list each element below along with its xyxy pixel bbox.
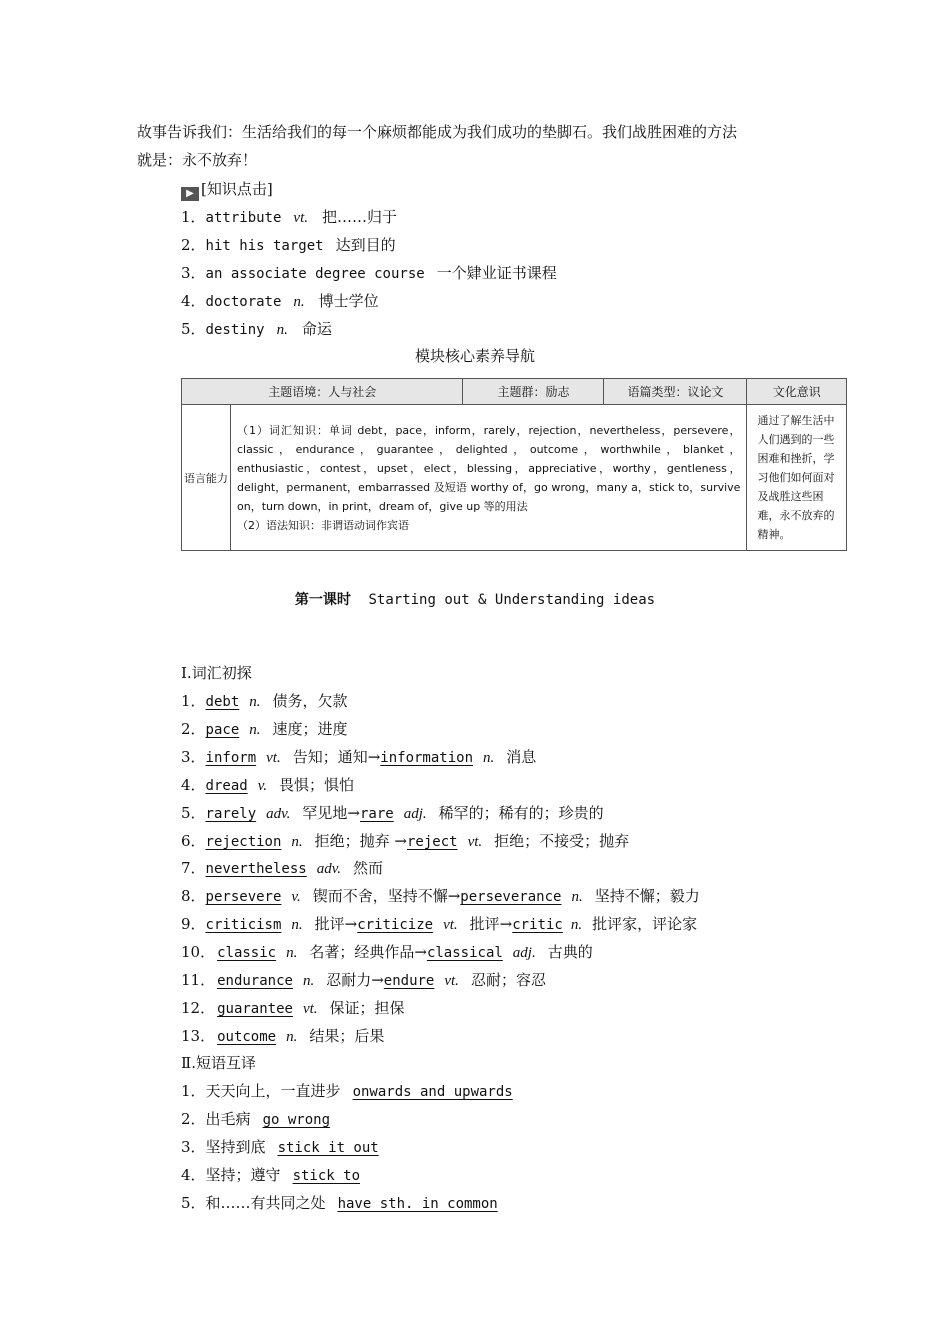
language-ability-cell <box>231 405 747 551</box>
derived-word: information <box>380 749 473 766</box>
knowledge-item <box>181 234 396 257</box>
intro-line-2: 就是：永不放弃！ <box>137 151 258 169</box>
part-of-speech: n. <box>249 721 261 738</box>
vocab-word: persevere <box>205 889 282 906</box>
item-number: 4． <box>181 1166 206 1184</box>
part-of-speech: n. <box>249 694 261 710</box>
play-icon: ▶ <box>181 187 199 201</box>
vocab-item <box>181 718 348 741</box>
table-row <box>182 405 847 551</box>
meaning: 忍耐；容忍 <box>470 971 546 989</box>
meaning: 忍耐力→ <box>326 971 384 989</box>
intro-paragraph <box>137 118 827 174</box>
item-number: 5． <box>181 803 206 822</box>
item-number: 5． <box>181 320 206 338</box>
item-number: 11． <box>181 971 216 989</box>
item-number: 6． <box>181 831 206 850</box>
lesson-title-cn: 第一课时 <box>294 592 351 608</box>
item-number: 1． <box>181 208 206 226</box>
knowledge-header <box>181 178 273 201</box>
vocab-header: Ⅰ.词汇初探 <box>181 664 252 682</box>
vocab-item <box>181 885 700 908</box>
meaning: 批评→ <box>469 915 513 934</box>
item-number: 4． <box>181 292 206 310</box>
meaning: 拒绝；抛弃 → <box>314 831 407 850</box>
vocab-word: outcome <box>217 1028 277 1045</box>
vocab-word: endurance <box>217 973 293 989</box>
part-of-speech: n. <box>302 973 315 989</box>
item-number: 10． <box>181 943 216 962</box>
phrase-chinese: 出毛病 <box>205 1110 251 1128</box>
item-number: 3． <box>181 747 206 766</box>
derived-word: rare <box>360 805 394 822</box>
vocab-word: inform <box>205 749 257 766</box>
item-number: 12． <box>181 998 216 1017</box>
part-of-speech: adj. <box>512 945 536 962</box>
header-culture: 文化意识 <box>747 379 847 405</box>
item-number: 1． <box>181 692 206 710</box>
part-of-speech: n. <box>286 945 298 962</box>
core-literacy-table <box>181 378 847 551</box>
phrase-chinese: 坚持；遵守 <box>205 1166 281 1184</box>
part-of-speech: n. <box>483 749 495 766</box>
intro-line-1: 故事告诉我们：生活给我们的每一个麻烦都能成为我们成功的垫脚石。我们战胜困难的方法 <box>137 123 738 141</box>
meaning: 名著；经典作品→ <box>309 943 427 962</box>
term: destiny <box>205 322 265 338</box>
meaning: 拒绝；不接受；抛弃 <box>494 831 630 850</box>
part-of-speech: n. <box>291 833 303 850</box>
part-of-speech: adv. <box>266 805 291 822</box>
vocab-item <box>181 802 604 825</box>
vocab-item <box>181 746 536 769</box>
part-of-speech: vt. <box>443 917 458 934</box>
derived-word: criticize <box>357 917 434 934</box>
part-of-speech: n. <box>291 917 303 934</box>
meaning: 畏惧；惧怕 <box>279 775 355 794</box>
vocab-knowledge-text: （1）词汇知识：单词 debt，pace，inform，rarely，rejection，nevertheless，persevere，classic，endurance，guarantee，delighted，outcome，worthwhile，blanket，enthusiastic，contest，upset，elect，blessing，appreciative，worthy，gentleness，delight，permanent，embarrassed 及短语 worthy of，go wrong，many a，stick to，survive on，turn down，in print，dream of，give up 等的用法 <box>237 423 741 513</box>
part-of-speech: vt. <box>467 833 483 850</box>
lesson-title <box>0 589 950 609</box>
vocab-item <box>181 830 629 853</box>
vocab-item <box>181 913 697 936</box>
knowledge-header-label: [知识点击] <box>201 180 273 198</box>
part-of-speech: n. <box>570 917 583 934</box>
vocab-item <box>181 941 593 964</box>
vocab-word: classic <box>217 945 277 962</box>
item-number: 2． <box>181 236 206 254</box>
meaning: 把……归于 <box>321 208 397 226</box>
header-context: 主题语境：人与社会 <box>182 379 463 405</box>
vocab-item <box>181 997 405 1020</box>
item-number: 13． <box>181 1026 216 1045</box>
part-of-speech: n. <box>571 889 583 906</box>
phrase-item <box>181 1080 513 1103</box>
culture-cell: 通过了解生活中人们遇到的一些困难和挫折，学习他们如何面对及战胜这些困难，永不放弃的精神。 <box>747 405 847 551</box>
meaning: 锲而不舍，坚持不懈→ <box>312 887 461 906</box>
part-of-speech: adj. <box>403 805 427 822</box>
header-text-type: 语篇类型：议论文 <box>604 379 747 405</box>
part-of-speech: adv. <box>316 861 341 878</box>
part-of-speech: n. <box>293 294 305 310</box>
meaning: 告知；通知→ <box>292 747 381 766</box>
vocab-item <box>181 1025 384 1048</box>
part-of-speech: vt. <box>293 210 308 226</box>
part-of-speech: vt. <box>302 1000 318 1017</box>
vocab-word: guarantee <box>217 1000 293 1017</box>
row-label-language: 语言能力 <box>182 405 231 551</box>
vocab-word: nevertheless <box>205 861 307 878</box>
vocab-item <box>181 690 348 713</box>
item-number: 8． <box>181 887 206 906</box>
meaning: 债务，欠款 <box>272 692 348 710</box>
part-of-speech: n. <box>286 1028 298 1045</box>
meaning: 批评家，评论家 <box>592 915 698 934</box>
header-theme-group: 主题群：励志 <box>463 379 604 405</box>
knowledge-item <box>181 318 332 341</box>
phrase-english: stick it out <box>277 1140 379 1156</box>
item-number: 2． <box>181 1110 206 1128</box>
phrase-english: have sth. in common <box>337 1196 498 1212</box>
meaning: 达到目的 <box>335 236 396 254</box>
item-number: 4． <box>181 775 206 794</box>
meaning: 稀罕的；稀有的；珍贵的 <box>438 803 604 822</box>
vocab-word: rarely <box>205 805 257 822</box>
vocab-word: debt <box>205 694 240 710</box>
phrase-chinese: 和……有共同之处 <box>205 1194 326 1212</box>
table-header-row <box>182 379 847 405</box>
module-title: 模块核心素养导航 <box>414 347 535 365</box>
meaning: 古典的 <box>547 943 593 962</box>
meaning: 结果；后果 <box>309 1026 385 1045</box>
item-number: 2． <box>181 719 206 738</box>
item-number: 3． <box>181 264 206 282</box>
meaning: 罕见地→ <box>302 803 360 822</box>
term: hit his target <box>205 238 324 254</box>
vocab-word: pace <box>205 721 240 738</box>
meaning: 坚持不懈；毅力 <box>594 887 700 906</box>
item-number: 3． <box>181 1138 206 1156</box>
phrase-chinese: 坚持到底 <box>205 1138 266 1156</box>
knowledge-item <box>181 206 397 229</box>
part-of-speech: n. <box>276 322 288 338</box>
vocab-item <box>181 857 383 880</box>
phrase-chinese: 天天向上，一直进步 <box>205 1082 341 1100</box>
meaning: 消息 <box>506 747 537 766</box>
derived-word: reject <box>407 833 458 850</box>
part-of-speech: vt. <box>266 749 281 766</box>
phrase-item <box>181 1164 360 1187</box>
meaning: 命运 <box>301 320 332 338</box>
phrase-english: stick to <box>292 1168 360 1184</box>
term: an associate degree course <box>205 266 425 282</box>
meaning: 保证；担保 <box>329 998 405 1017</box>
item-number: 9． <box>181 915 206 934</box>
item-number: 5． <box>181 1194 206 1212</box>
grammar-knowledge-text: （2）语法知识：非谓语动词作宾语 <box>237 518 409 532</box>
item-number: 1． <box>181 1082 206 1100</box>
part-of-speech: v. <box>257 777 267 794</box>
knowledge-item <box>181 290 379 313</box>
phrase-english: go wrong <box>262 1112 330 1128</box>
phrases-header: Ⅱ.短语互译 <box>181 1054 256 1072</box>
vocab-item <box>181 969 546 992</box>
item-number: 7． <box>181 859 206 878</box>
term: attribute <box>205 210 282 226</box>
phrase-item <box>181 1136 379 1159</box>
vocab-word: rejection <box>205 833 282 850</box>
derived-word: classical <box>426 945 503 962</box>
part-of-speech: vt. <box>444 973 459 989</box>
vocab-word: dread <box>205 777 248 794</box>
phrase-item <box>181 1192 498 1215</box>
part-of-speech: v. <box>291 889 301 906</box>
derived-word: perseverance <box>460 889 562 906</box>
derived-word: critic <box>512 917 563 934</box>
meaning: 一个肄业证书课程 <box>436 264 557 282</box>
meaning: 速度；进度 <box>272 719 348 738</box>
vocab-word: criticism <box>205 917 282 934</box>
derived-word: endure <box>383 973 435 989</box>
vocab-item <box>181 774 354 797</box>
phrase-item <box>181 1108 330 1131</box>
knowledge-item <box>181 262 557 285</box>
phrase-english: onwards and upwards <box>352 1084 513 1100</box>
term: doctorate <box>205 294 282 310</box>
lesson-title-en: Starting out & Understanding ideas <box>368 592 656 608</box>
meaning: 批评→ <box>314 915 358 934</box>
meaning: 博士学位 <box>318 292 379 310</box>
meaning: 然而 <box>353 859 384 878</box>
